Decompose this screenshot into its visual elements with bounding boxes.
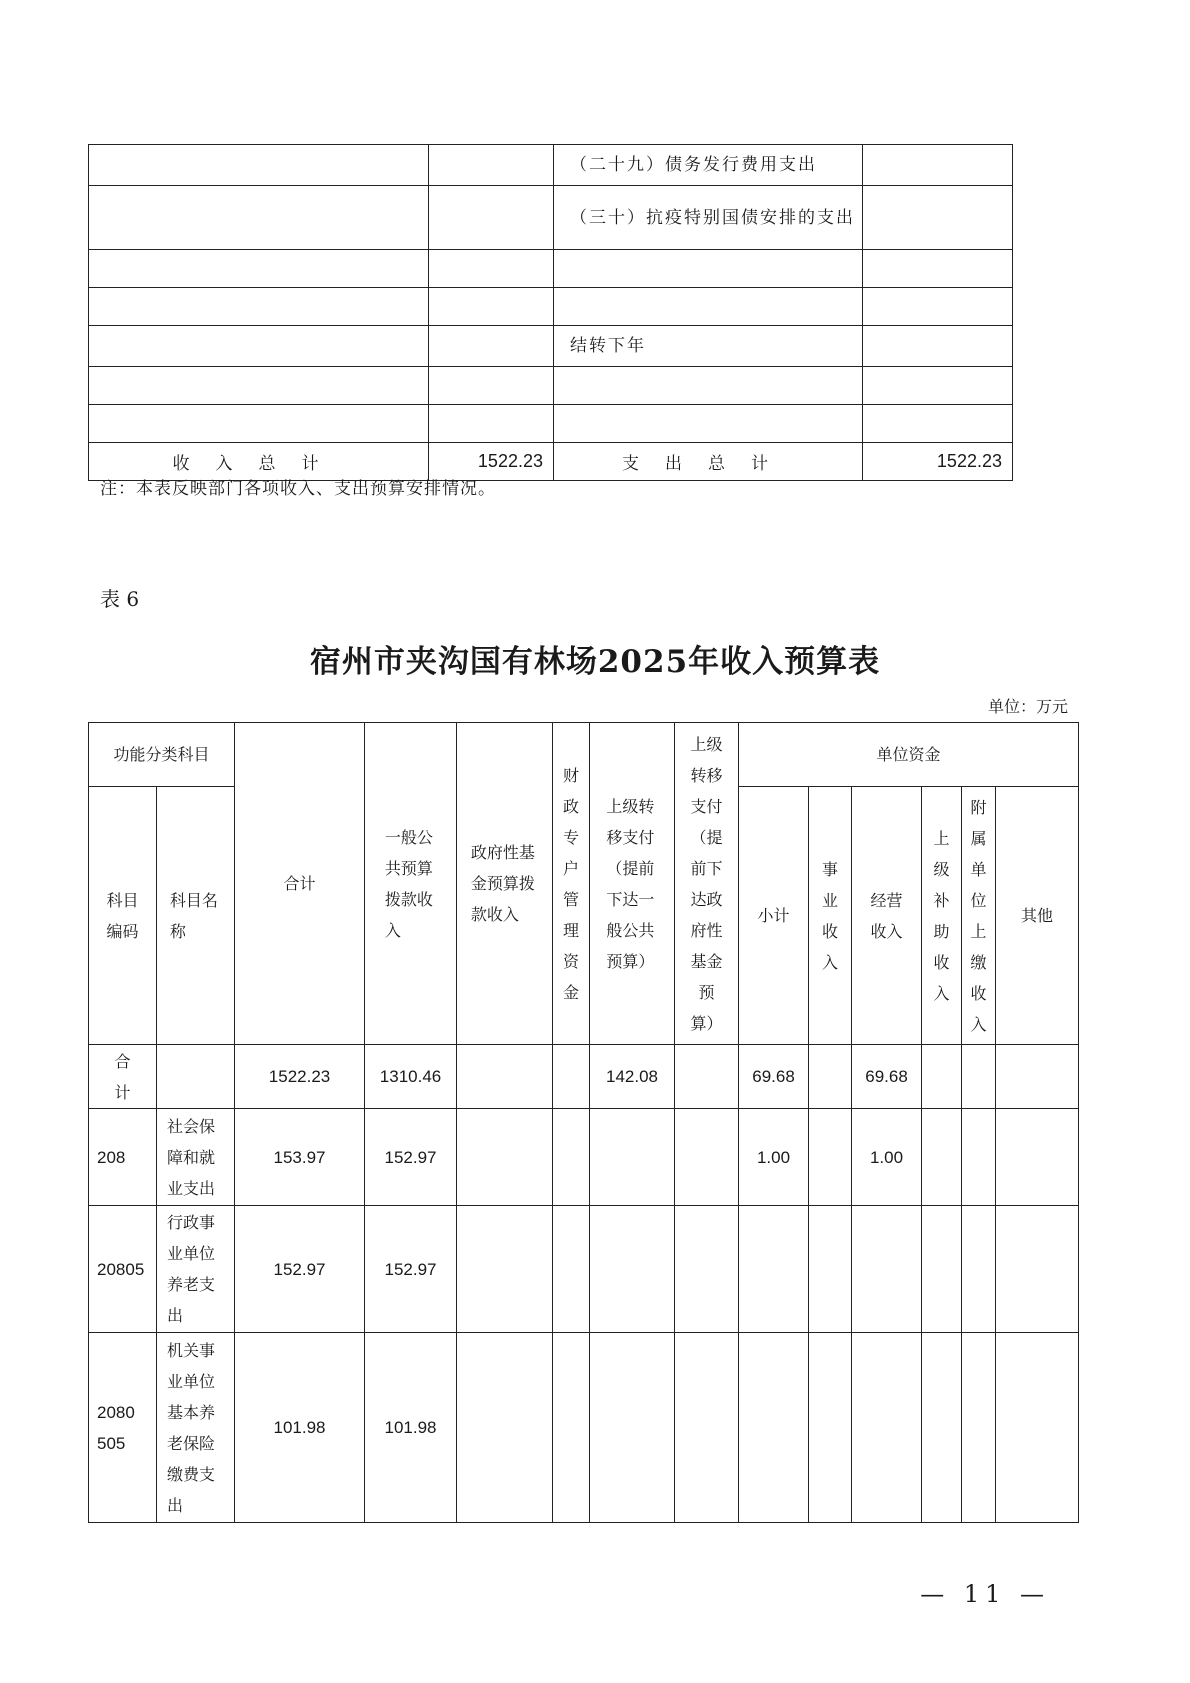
page-title: 宿州市夹沟国有林场2025年收入预算表 bbox=[309, 644, 881, 680]
subject-name bbox=[157, 1045, 235, 1109]
transfer-fund-header: 上级转移支付（提前下达政府性基金预算） bbox=[675, 723, 739, 1045]
subject-code: 20805 bbox=[89, 1206, 157, 1333]
business-value bbox=[809, 1333, 852, 1523]
expense-item bbox=[554, 405, 863, 443]
subject-code-header: 科目编码 bbox=[89, 787, 157, 1045]
affiliated-value bbox=[962, 1206, 996, 1333]
unit-label: 单位：万元 bbox=[987, 697, 1068, 716]
header-row bbox=[89, 723, 1079, 787]
transfer-fund-value bbox=[675, 1045, 739, 1109]
transfer-general-value bbox=[590, 1333, 675, 1523]
business-value bbox=[809, 1045, 852, 1109]
other-value bbox=[996, 1206, 1079, 1333]
other-value bbox=[996, 1109, 1079, 1206]
special-account-header: 财政专户管理资金 bbox=[553, 723, 590, 1045]
other-value bbox=[996, 1333, 1079, 1523]
transfer-general-value: 142.08 bbox=[590, 1045, 675, 1109]
subject-code: 2080505 bbox=[89, 1333, 157, 1523]
transfer-general-header: 上级转移支付（提前下达一般公共预算） bbox=[590, 723, 675, 1045]
table-row bbox=[89, 186, 1013, 250]
fund-value bbox=[457, 1206, 553, 1333]
affiliated-income-header: 附属单位上缴收入 bbox=[962, 787, 996, 1045]
func-class-header: 功能分类科目 bbox=[89, 723, 235, 787]
table-row bbox=[89, 367, 1013, 405]
special-value bbox=[553, 1109, 590, 1206]
affiliated-value bbox=[962, 1045, 996, 1109]
expense-total-label: 支出总计 bbox=[554, 443, 863, 481]
subject-name-header: 科目名称 bbox=[157, 787, 235, 1045]
expense-item: （三十）抗疫特别国债安排的支出 bbox=[554, 186, 863, 250]
operating-value bbox=[852, 1333, 922, 1523]
page-number: — 11 — bbox=[920, 1580, 1050, 1608]
subtotal-header: 小计 bbox=[739, 787, 809, 1045]
general-value: 101.98 bbox=[365, 1333, 457, 1523]
fund-value bbox=[457, 1045, 553, 1109]
subject-code: 208 bbox=[89, 1109, 157, 1206]
other-value bbox=[996, 1045, 1079, 1109]
transfer-fund-value bbox=[675, 1109, 739, 1206]
gov-fund-header: 政府性基金预算拨款收入 bbox=[457, 723, 553, 1045]
transfer-general-value bbox=[590, 1206, 675, 1333]
table-row bbox=[89, 1333, 1079, 1523]
total-value: 1522.23 bbox=[235, 1045, 365, 1109]
expense-item bbox=[554, 288, 863, 326]
table-row bbox=[89, 145, 1013, 186]
special-value bbox=[553, 1206, 590, 1333]
subject-code: 合计 bbox=[89, 1045, 157, 1109]
upper-value bbox=[922, 1333, 962, 1523]
income-expense-summary-table bbox=[88, 144, 1013, 481]
operating-value: 1.00 bbox=[852, 1109, 922, 1206]
fund-value bbox=[457, 1333, 553, 1523]
subject-name: 社会保障和就业支出 bbox=[157, 1109, 235, 1206]
subtotal-value bbox=[739, 1333, 809, 1523]
affiliated-value bbox=[962, 1109, 996, 1206]
expense-total-value: 1522.23 bbox=[863, 443, 1013, 481]
expense-item bbox=[554, 367, 863, 405]
transfer-general-value bbox=[590, 1109, 675, 1206]
table-row bbox=[89, 326, 1013, 367]
business-value bbox=[809, 1206, 852, 1333]
special-value bbox=[553, 1333, 590, 1523]
table-row bbox=[89, 1206, 1079, 1333]
expense-item: （二十九）债务发行费用支出 bbox=[554, 145, 863, 186]
upper-value bbox=[922, 1045, 962, 1109]
income-budget-table bbox=[88, 722, 1079, 1523]
general-value: 152.97 bbox=[365, 1206, 457, 1333]
table-note: 注：本表反映部门各项收入、支出预算安排情况。 bbox=[100, 479, 496, 499]
operating-value: 69.68 bbox=[852, 1045, 922, 1109]
subject-name: 行政事业单位养老支出 bbox=[157, 1206, 235, 1333]
total-value: 101.98 bbox=[235, 1333, 365, 1523]
table-row bbox=[89, 1045, 1079, 1109]
table-row bbox=[89, 1109, 1079, 1206]
upper-value bbox=[922, 1206, 962, 1333]
total-value: 152.97 bbox=[235, 1206, 365, 1333]
general-value: 152.97 bbox=[365, 1109, 457, 1206]
table-row bbox=[89, 288, 1013, 326]
upper-subsidy-header: 上级补助收入 bbox=[922, 787, 962, 1045]
table-row bbox=[89, 250, 1013, 288]
total-header: 合计 bbox=[235, 723, 365, 1045]
unit-funds-header: 单位资金 bbox=[739, 723, 1079, 787]
subject-name: 机关事业单位基本养老保险缴费支出 bbox=[157, 1333, 235, 1523]
business-income-header: 事业收入 bbox=[809, 787, 852, 1045]
total-value: 153.97 bbox=[235, 1109, 365, 1206]
expense-item bbox=[554, 250, 863, 288]
other-header: 其他 bbox=[996, 787, 1079, 1045]
table-number: 表 6 bbox=[100, 587, 140, 611]
income-total-value: 1522.23 bbox=[429, 443, 554, 481]
transfer-fund-value bbox=[675, 1333, 739, 1523]
operating-value bbox=[852, 1206, 922, 1333]
upper-value bbox=[922, 1109, 962, 1206]
fund-value bbox=[457, 1109, 553, 1206]
affiliated-value bbox=[962, 1333, 996, 1523]
operating-income-header: 经营收入 bbox=[852, 787, 922, 1045]
subtotal-value: 1.00 bbox=[739, 1109, 809, 1206]
special-value bbox=[553, 1045, 590, 1109]
income-total-label: 收入总计 bbox=[89, 443, 429, 481]
table-row bbox=[89, 405, 1013, 443]
general-budget-header: 一般公共预算拨款收入 bbox=[365, 723, 457, 1045]
general-value: 1310.46 bbox=[365, 1045, 457, 1109]
transfer-fund-value bbox=[675, 1206, 739, 1333]
expense-item: 结转下年 bbox=[554, 326, 863, 367]
subtotal-value bbox=[739, 1206, 809, 1333]
subtotal-value: 69.68 bbox=[739, 1045, 809, 1109]
business-value bbox=[809, 1109, 852, 1206]
